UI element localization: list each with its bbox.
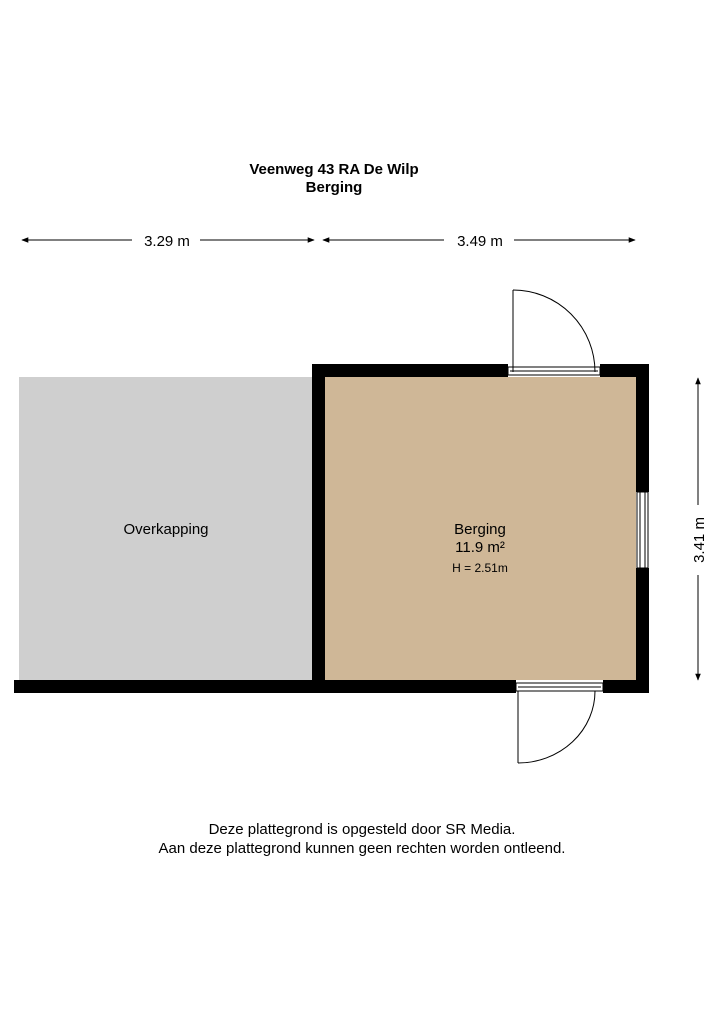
right-window [637, 492, 648, 568]
dimension-width-left-label: 3.29 m [144, 233, 190, 250]
dimension-height-right [691, 378, 708, 680]
plan-title: Veenweg 43 RA De Wilp [249, 161, 419, 178]
disclaimer-line-2: Aan deze plattegrond kunnen geen rechten worden ontleend. [158, 840, 566, 857]
berging-label: Berging [454, 521, 506, 538]
berging-height: H = 2.51m [452, 561, 508, 575]
dimension-height-right-label: 3.41 m [691, 517, 708, 563]
dimension-width-right-label: 3.49 m [457, 233, 503, 250]
plan-subtitle: Berging [305, 179, 363, 196]
top-door [508, 290, 600, 375]
overkapping-label: Overkapping [123, 521, 209, 538]
dimension-width-left [22, 233, 314, 250]
berging-area: 11.9 m² [455, 539, 505, 556]
bottom-door [516, 683, 603, 763]
dimension-width-right [323, 233, 635, 250]
disclaimer-line-1: Deze plattegrond is opgesteld door SR Media. [208, 821, 516, 838]
